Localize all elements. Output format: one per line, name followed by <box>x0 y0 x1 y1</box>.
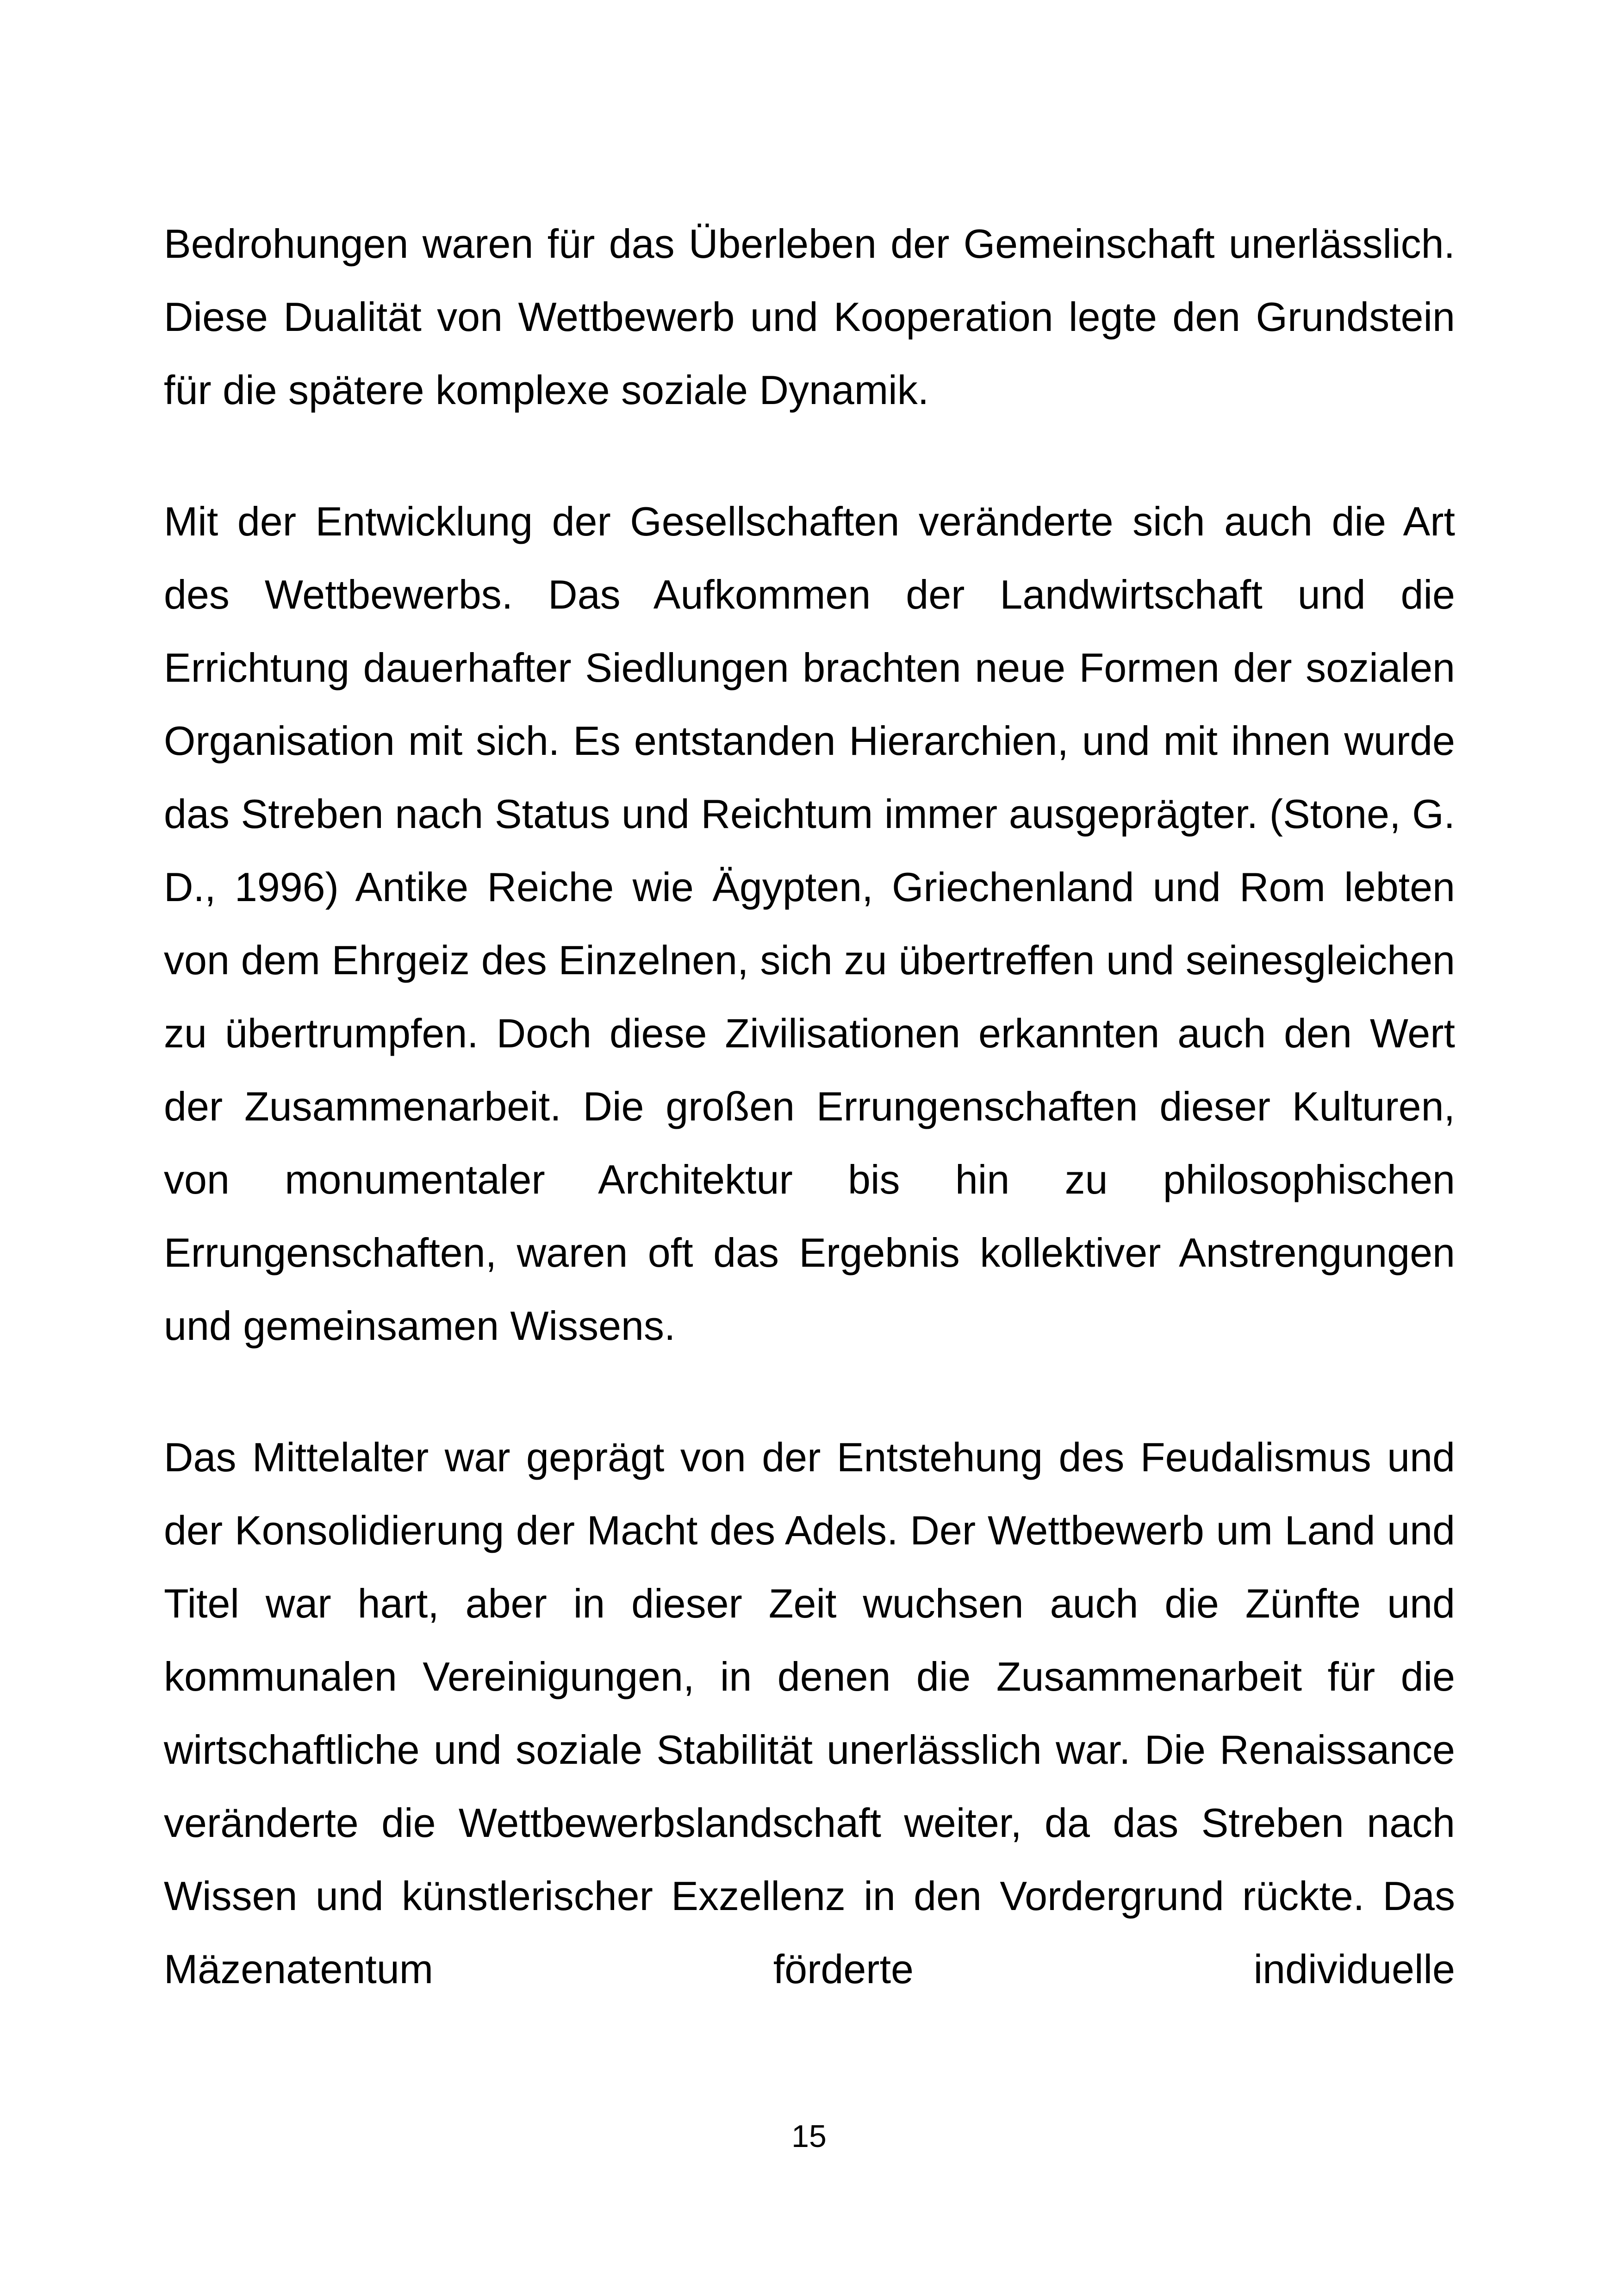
paragraph-1: Bedrohungen waren für das Überleben der Gemeinschaft unerlässlich. Diese Dualität von Wettbewerb und Kooperation legte den Grundstein für die spätere komplexe soziale Dynamik. <box>164 221 1455 413</box>
page-number: 15 <box>791 2119 827 2154</box>
body-text <box>164 207 1455 2006</box>
paragraph-3: Das Mittelalter war geprägt von der Entstehung des Feudalismus und der Konsolidierung der Macht des Adels. Der Wettbewerb um Land und Titel war hart, aber in dieser Zeit wuchsen auch die Zünfte und kommunalen Vereinigungen, in denen die Zusammenarbeit für die wirtschaftliche und soziale Stabilität unerlässlich war. Die Renaissance veränderte die Wettbewerbslandschaft weiter, da das Streben nach Wissen und künstlerischer Exzellenz in den Vordergrund rückte. Das Mäzenatentum förderte individuelle <box>164 1434 1455 1992</box>
paragraph-2: Mit der Entwicklung der Gesellschaften veränderte sich auch die Art des Wettbewerbs. Das Aufkommen der Landwirtschaft und die Errichtung dauerhafter Siedlungen brachten neue Formen der sozialen Organisation mit sich. Es entstanden Hierarchien, und mit ihnen wurde das Streben nach Status und Reichtum immer ausgeprägter. (Stone, G. D., 1996) Antike Reiche wie Ägypten, Griechenland und Rom lebten von dem Ehrgeiz des Einzelnen, sich zu übertreffen und seinesgleichen zu übertrumpfen. Doch diese Zivilisationen erkannten auch den Wert der Zusammenarbeit. Die großen Errungenschaften dieser Kulturen, von monumentaler Architektur bis hin zu philosophischen Errungenschaften, waren oft das Ergebnis kollektiver Anstrengungen und gemeinsamen Wissens. <box>164 498 1455 1349</box>
